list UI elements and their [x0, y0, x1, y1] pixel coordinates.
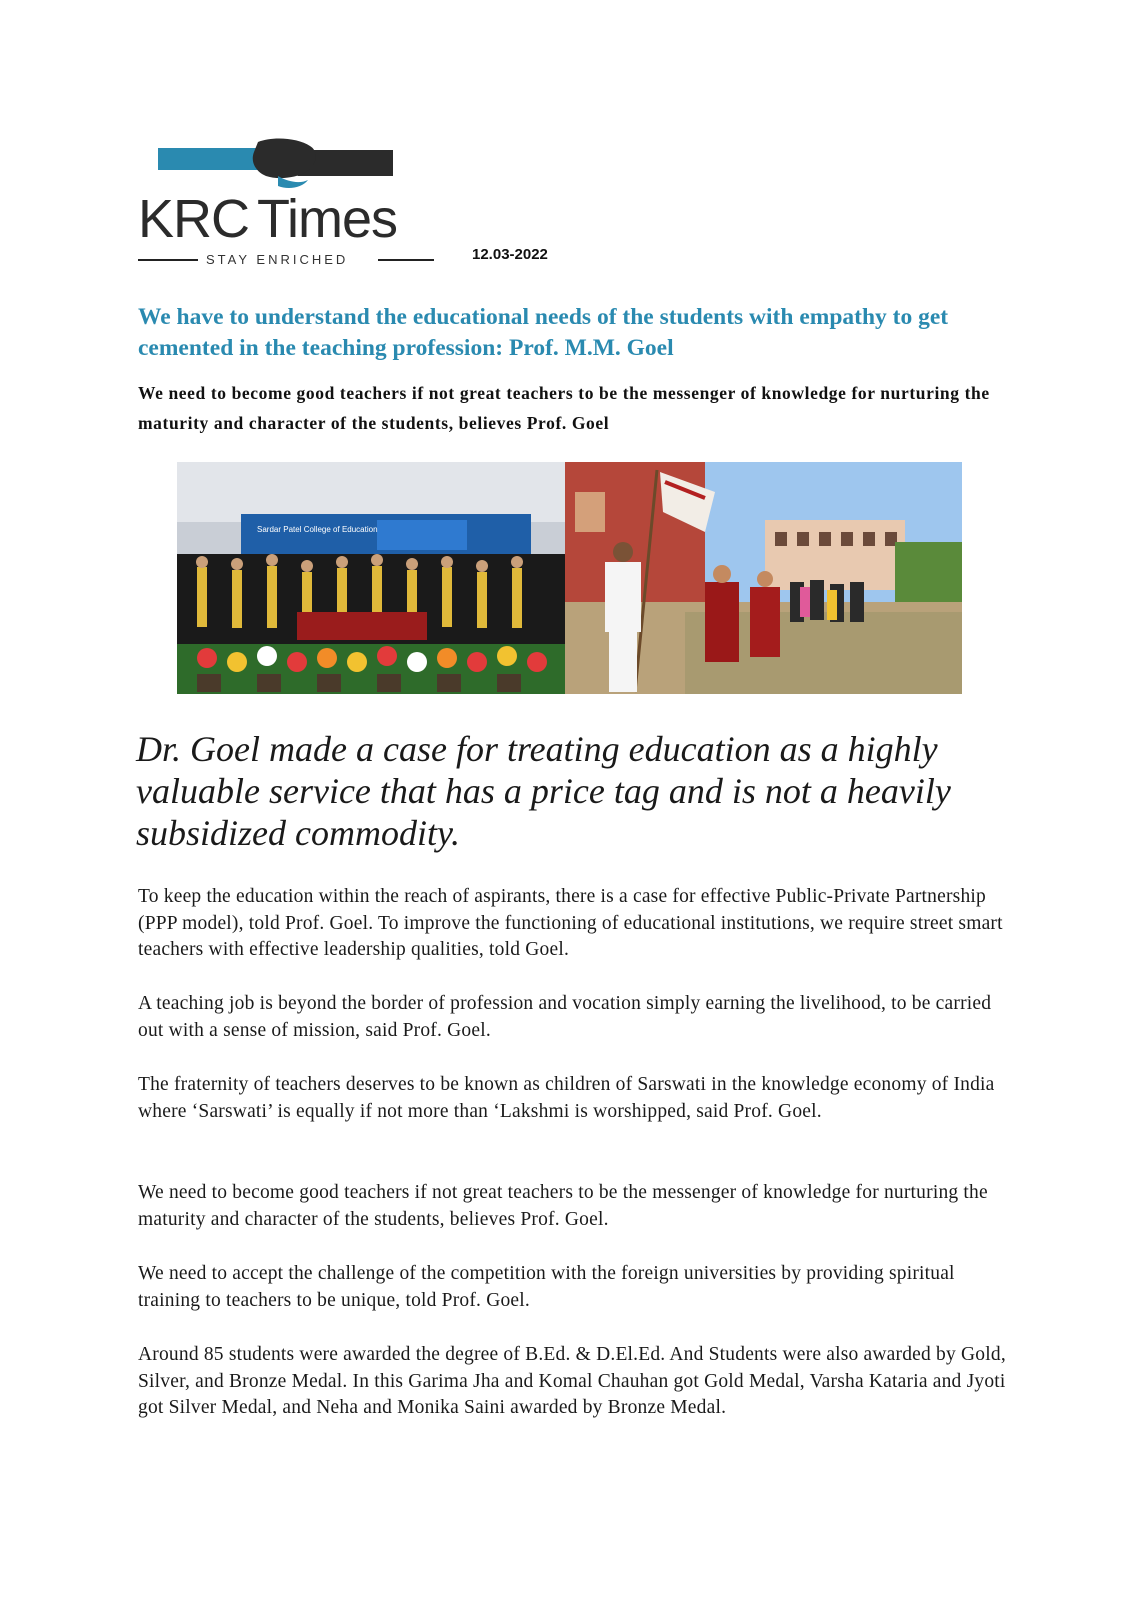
krc-times-logo [138, 136, 438, 266]
banner-text-1: Sardar Patel College of Education [257, 525, 378, 534]
paragraph-5: We need to accept the challenge of the competition with the foreign universities by providing spiritual training to teachers to be unique, told Prof. Goel. [138, 1263, 955, 1311]
convocation-group-photo [177, 462, 565, 694]
photo-strip [177, 462, 962, 694]
paragraph-2: A teaching job is beyond the border of profession and vocation simply earning the livelihood, to be carried out with a sense of mission, said Prof. Goel. [138, 993, 992, 1041]
handshake-icon [138, 136, 408, 196]
paragraph-4: We need to become good teachers if not great teachers to be the messenger of knowledge for nurturing the maturity and character of the students, believes Prof. Goel. [138, 1182, 988, 1230]
logo-tagline: STAY ENRICHED [206, 252, 349, 267]
article-headline: We have to understand the educational needs of the students with empathy to get cemented in the teaching profession: Prof. M.M. Goel [138, 304, 949, 361]
paragraph-6: Around 85 students were awarded the degree of B.Ed. & D.El.Ed. And Students were also awarded by Gold, Silver, and Bronze Medal. In this Garima Jha and Komal Chauhan got Gold Medal, Varsha Kataria and Jyoti got Silver Medal, and Neha and Monika Saini awarded by Bronze Medal. [138, 1344, 1006, 1418]
publish-date: 12.03-2022 [472, 246, 548, 263]
logo-times: Times [257, 189, 398, 249]
logo-krc: KRC [138, 189, 250, 249]
convocation-procession-photo [565, 462, 962, 694]
tagline-rule-left [138, 259, 198, 261]
tagline-rule-right [378, 259, 434, 261]
logo-tagline-row [138, 252, 438, 266]
paragraph-3: The fraternity of teachers deserves to be known as children of Sarswati in the knowledge economy of India where ‘Sarswati’ is equally if not more than ‘Lakshmi is worshipped, said Prof. Goel. [138, 1074, 995, 1122]
paragraph-1: To keep the education within the reach of aspirants, there is a case for effective Public-Private Partnership (PPP model), told Prof. Goel. To improve the functioning of educational institutions, we require street smart teachers with effective leadership qualities, told Goel. [138, 886, 1003, 960]
article-subheadline: We need to become good teachers if not great teachers to be the messenger of knowledge for nurturing the maturity and character of the students, believes Prof. Goel [138, 383, 990, 433]
logo-wordmark [138, 189, 398, 249]
pull-quote: Dr. Goel made a case for treating education as a highly valuable service that has a price tag and is not a heavily subsidized commodity. [136, 729, 951, 853]
